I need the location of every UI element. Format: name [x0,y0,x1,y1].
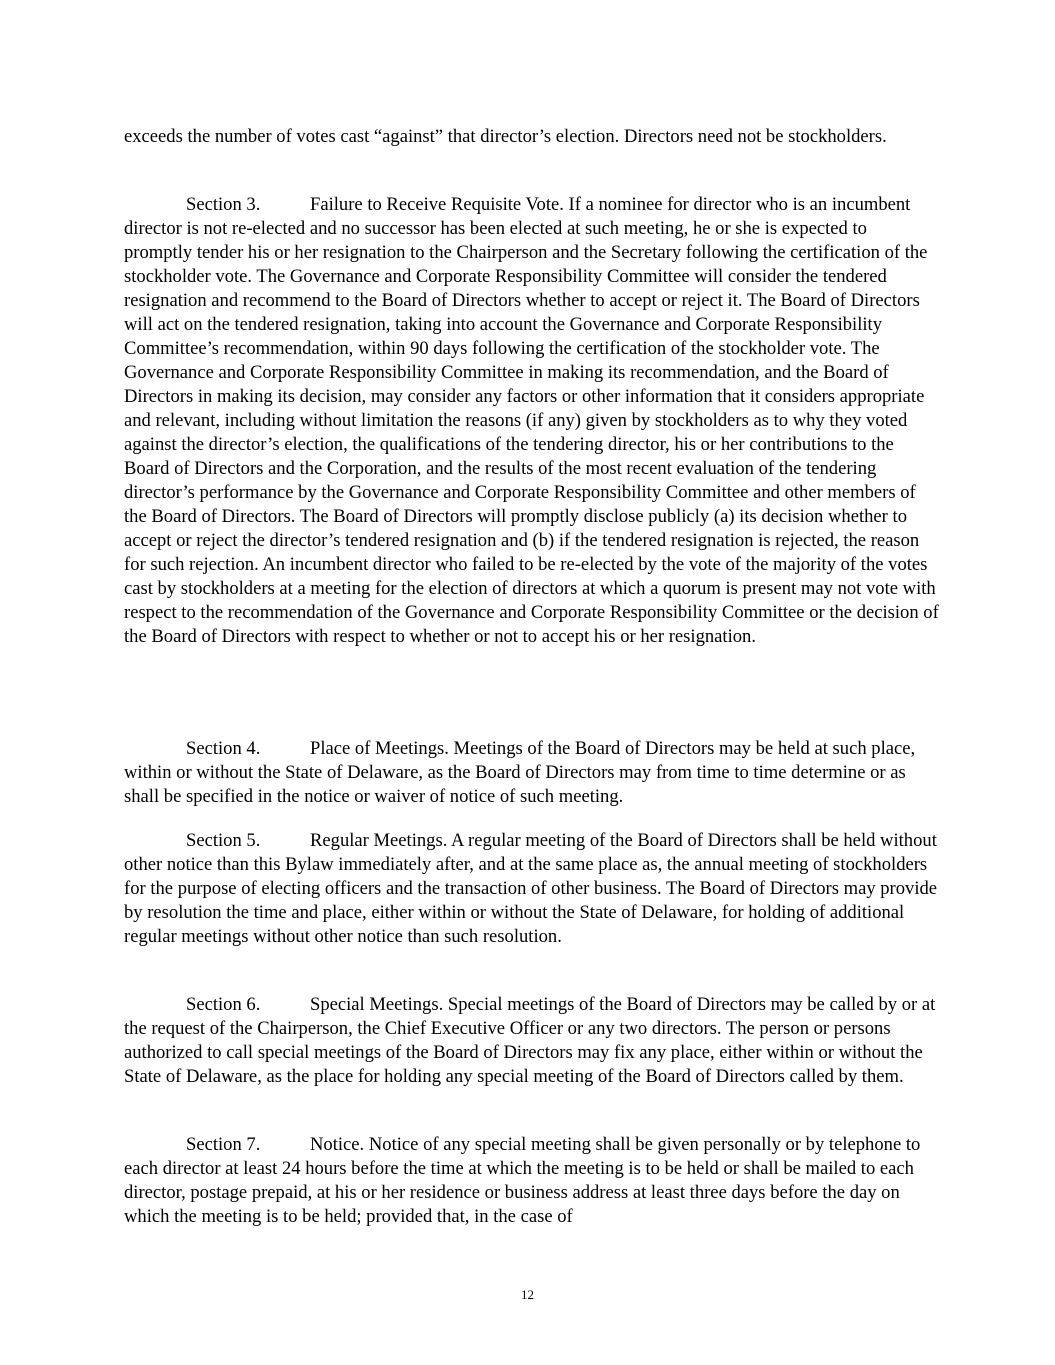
section-number: Section 3. [186,194,261,215]
paragraph-section-3 [124,193,939,649]
section-number: Section 5. [186,830,261,851]
paragraph-section-4 [124,737,939,809]
paragraph-text: Place of Meetings. Meetings of the Board of Directors may be held at such place, within or without the State of Delaware, as the Board of Directors may from time to time determine or as shall be specified in the notice or waiver of notice of such meeting. [124,738,916,807]
section-number: Section 7. [186,1134,261,1155]
paragraph-text: Failure to Receive Requisite Vote. If a nominee for director who is an incumbent director is not re-elected and no successor has been elected at such meeting, he or she is expected to promptly tender his or her resignation to the Chairperson and the Secretary following the certification of the stockholder vote. The Governance and Corporate Responsibility Committee will consider the tendered resignation and recommend to the Board of Directors whether to accept or reject it. The Board of Directors will act on the tendered resignation, taking into account the Governance and Corporate Responsibility Committee’s recommendation, within 90 days following the certification of the stockholder vote. The Governance and Corporate Responsibility Committee in making its recommendation, and the Board of Directors in making its decision, may consider any factors or other information that it considers appropriate and relevant, including without limitation the reasons (if any) given by stockholders as to why they voted against the director’s election, the qualifications of the tendering director, his or her contributions to the Board of Directors and the Corporation, and the results of the most recent evaluation of the tendering director’s performance by the Governance and Corporate Responsibility Committee and other members of the Board of Directors. The Board of Directors will promptly disclose publicly (a) its decision whether to accept or reject the director’s tendered resignation and (b) if the tendered resignation is rejected, the reason for such rejection. An incumbent director who failed to be re-elected by the vote of the majority of the votes cast by stockholders at a meeting for the election of directors at which a quorum is present may not vote with respect to the recommendation of the Governance and Corporate Responsibility Committee or the decision of the Board of Directors with respect to whether or not to accept his or her resignation. [124,194,939,647]
section-number: Section 4. [186,738,261,759]
page-number: 12 [521,1287,534,1302]
paragraph-section-6 [124,993,939,1089]
paragraph-text: exceeds the number of votes cast “against” that director’s election. Directors need not be stockholders. [124,126,887,147]
section-number: Section 6. [186,994,261,1015]
paragraph-text: Notice. Notice of any special meeting shall be given personally or by telephone to each director at least 24 hours before the time at which the meeting is to be held or shall be mailed to each director, postage prepaid, at his or her residence or business address at least three days before the day on which the meeting is to be held; provided that, in the case of [124,1134,921,1227]
paragraph-continuation [124,125,939,149]
paragraph-text: Special Meetings. Special meetings of the Board of Directors may be called by or at the request of the Chairperson, the Chief Executive Officer or any two directors. The person or persons authorized to call special meetings of the Board of Directors may fix any place, either within or without the State of Delaware, as the place for holding any special meeting of the Board of Directors called by them. [124,994,936,1087]
paragraph-section-7 [124,1133,939,1229]
paragraph-section-5 [124,829,939,949]
paragraph-text: Regular Meetings. A regular meeting of the Board of Directors shall be held without other notice than this Bylaw immediately after, and at the same place as, the annual meeting of stockholders for the purpose of electing officers and the transaction of other business. The Board of Directors may provide by resolution the time and place, either within or without the State of Delaware, for holding of additional regular meetings without other notice than such resolution. [124,830,938,947]
